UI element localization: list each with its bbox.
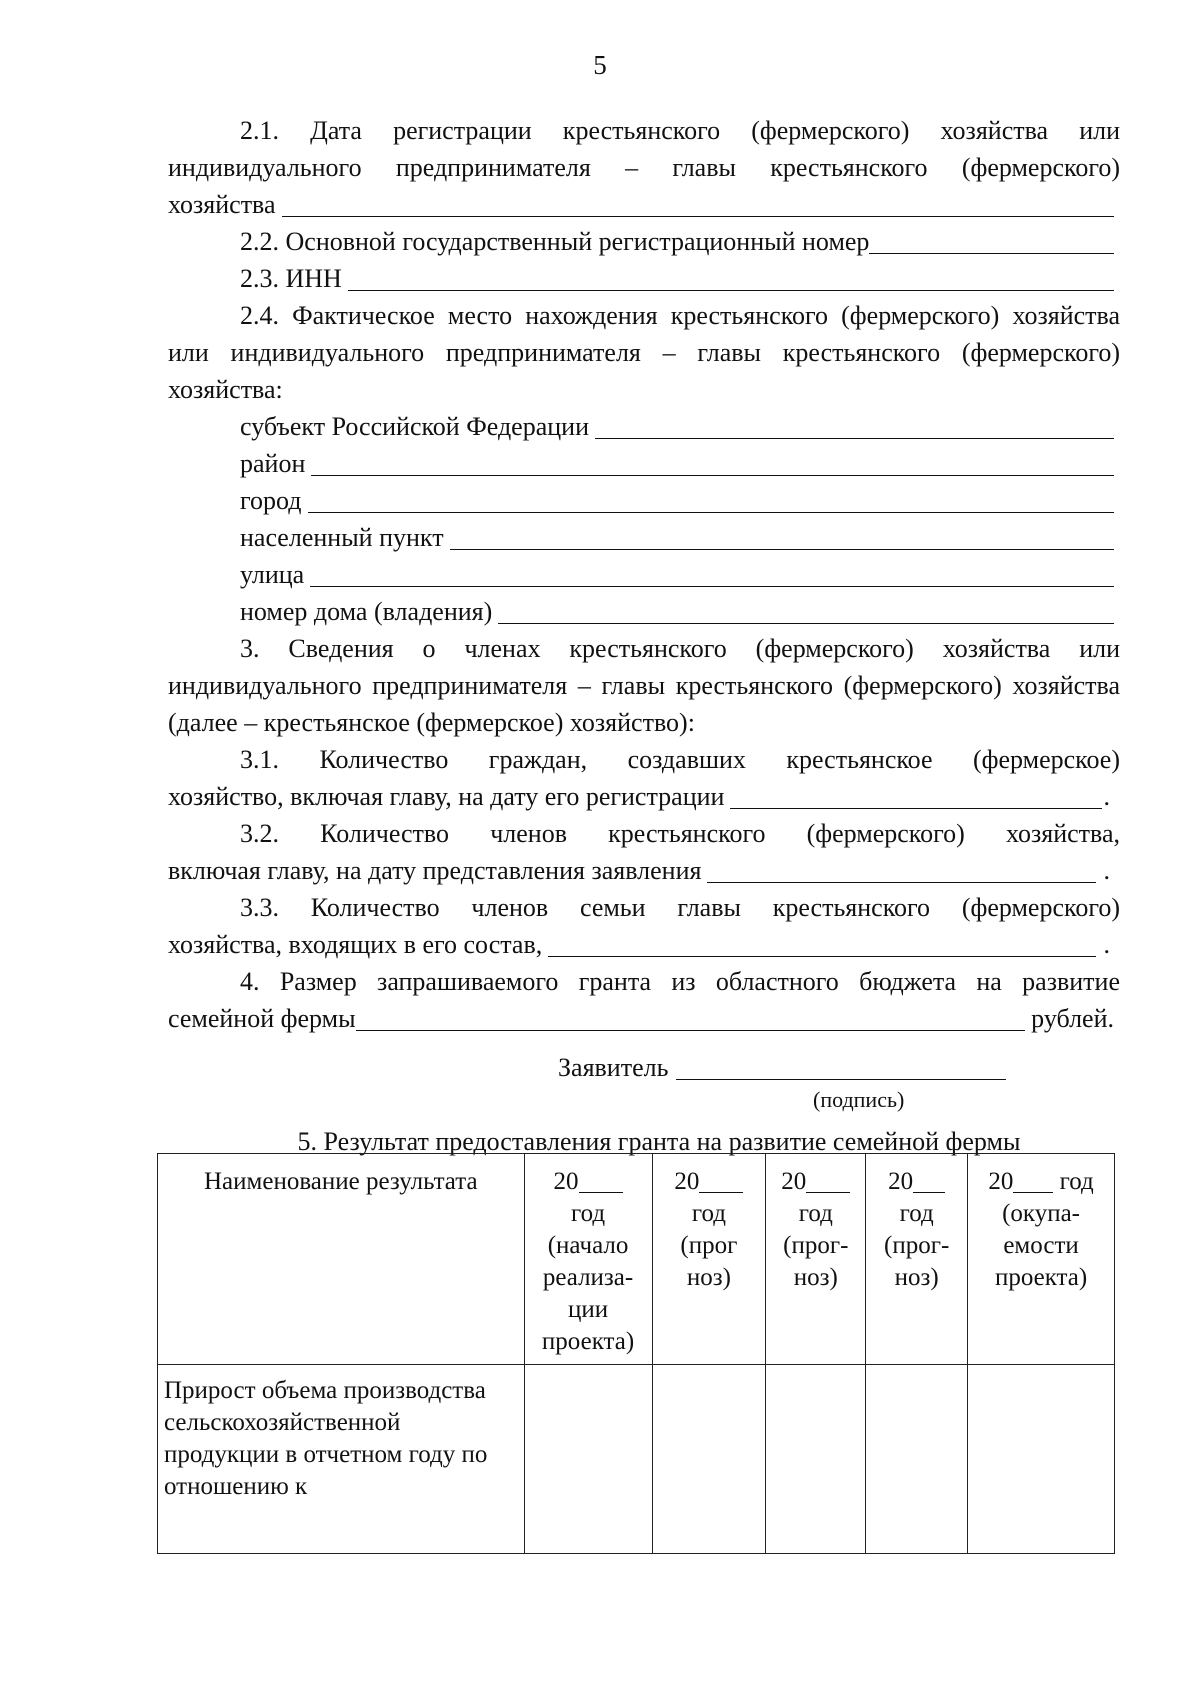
- header-2-line-2: (прог: [680, 1232, 738, 1259]
- year-prefix: 20: [781, 1168, 807, 1195]
- header-5-line-1: (окупа-: [1002, 1200, 1081, 1227]
- row-1-cell-year-5[interactable]: [968, 1365, 1115, 1554]
- section-5-title: 5. Результат предоставления гранта на развитие семейной фермы: [297, 1127, 1021, 1156]
- year-blank-2[interactable]: [699, 1191, 743, 1193]
- family-members-count-field[interactable]: [548, 955, 1095, 957]
- item-3-3-field-row: [168, 926, 1120, 963]
- signature-row: [558, 1049, 1006, 1086]
- header-3-line-1: год: [798, 1200, 833, 1227]
- row-1-cell-year-2[interactable]: [652, 1365, 766, 1554]
- item-2-2-row: [168, 223, 1120, 260]
- header-5-line-3: проекта): [994, 1264, 1088, 1291]
- year-prefix: 20: [553, 1168, 579, 1195]
- item-3-3-end: .: [1103, 930, 1110, 959]
- item-2-2-label: 2.2. Основной государственный регистрационный номер: [240, 227, 870, 256]
- form-body: [168, 112, 1120, 1160]
- year-blank-4[interactable]: [913, 1191, 945, 1193]
- table-row: [158, 1365, 1115, 1554]
- row-1-cell-year-1[interactable]: [524, 1365, 652, 1554]
- year-prefix: 20: [674, 1168, 700, 1195]
- item-3-3-text: 3.3. Количество членов семьи главы крестьянского (фермерского): [240, 893, 1120, 922]
- item-3-1-field-row: [168, 778, 1120, 815]
- header-year-2: [652, 1154, 766, 1365]
- header-1-line-1: год: [570, 1200, 606, 1227]
- year-blank-5[interactable]: [1013, 1191, 1053, 1193]
- address-subject-field[interactable]: [595, 437, 1114, 439]
- header-4-line-3: ноз): [894, 1264, 939, 1291]
- header-4-line-1: год: [899, 1200, 934, 1227]
- address-city-label: город: [240, 486, 302, 515]
- item-2-3-row: [168, 260, 1120, 297]
- ogrn-field[interactable]: [869, 252, 1114, 254]
- year-blank-3[interactable]: [806, 1191, 850, 1193]
- table-header-row: [158, 1154, 1115, 1365]
- address-district-row: [168, 445, 1120, 482]
- item-2-1-field-row: [168, 186, 1120, 223]
- address-city-row: [168, 482, 1120, 519]
- row-1-cell-year-4[interactable]: [866, 1365, 968, 1554]
- year-prefix: 20: [988, 1168, 1014, 1195]
- address-settlement-field[interactable]: [450, 548, 1114, 550]
- results-table: [157, 1153, 1115, 1554]
- header-1-line-3: реализа-: [542, 1264, 634, 1291]
- address-house-label: номер дома (владения): [240, 597, 493, 626]
- header-4-line-2: (прог-: [884, 1232, 950, 1259]
- header-year-5: [968, 1154, 1115, 1365]
- item-3-2-tail: включая главу, на дату представления заявления: [168, 856, 702, 885]
- page-number: 5: [593, 50, 607, 80]
- address-city-field[interactable]: [308, 511, 1115, 513]
- header-year-1: [524, 1154, 652, 1365]
- signature-block: [168, 1049, 1120, 1123]
- address-house-row: [168, 593, 1120, 630]
- item-3-1-text: 3.1. Количество граждан, создавших крестьянское (фермерское): [240, 745, 1120, 774]
- header-result-name: Наименование результата: [158, 1154, 525, 1365]
- row-1-name: Прирост объема производства сельскохозяйственной продукции в отчетном году по отношению к: [158, 1365, 525, 1554]
- address-street-field[interactable]: [310, 585, 1114, 587]
- year-prefix: 20: [888, 1168, 914, 1195]
- item-3-2-field-row: [168, 852, 1120, 889]
- item-3-2-text: 3.2. Количество членов крестьянского (фермерского) хозяйства,: [240, 819, 1120, 848]
- header-5-suffix: год: [1059, 1168, 1094, 1195]
- grant-amount-field[interactable]: [356, 1029, 1026, 1031]
- address-district-field[interactable]: [311, 474, 1114, 476]
- signature-caption: (подпись): [813, 1087, 905, 1112]
- item-3-text: 3. Сведения о членах крестьянского (фермерского) хозяйства или индивидуального предпринимателя – главы крестьянского (фермерского) хозяйства (далее – крестьянское (фермерское) хозяйство):: [168, 634, 1120, 737]
- header-3-line-2: (прог-: [783, 1232, 849, 1259]
- address-settlement-row: [168, 519, 1120, 556]
- address-subject-label: субъект Российской Федерации: [240, 412, 589, 441]
- address-house-field[interactable]: [498, 622, 1114, 624]
- item-4-tail: семейной фермы: [168, 1004, 356, 1033]
- header-3-line-3: ноз): [793, 1264, 838, 1291]
- item-2-3-label: 2.3. ИНН: [240, 264, 342, 293]
- item-4-field-row: [168, 1000, 1120, 1037]
- header-1-line-5: проекта): [541, 1328, 635, 1355]
- address-street-row: [168, 556, 1120, 593]
- inn-field[interactable]: [348, 289, 1114, 291]
- members-count-field[interactable]: [707, 881, 1095, 883]
- item-2-1-tail: хозяйства: [168, 190, 276, 219]
- header-2-line-3: ноз): [686, 1264, 731, 1291]
- header-1-line-2: (начало: [547, 1232, 629, 1259]
- signature-label: Заявитель: [558, 1053, 669, 1082]
- registration-date-field[interactable]: [282, 215, 1114, 217]
- address-street-label: улица: [240, 560, 305, 589]
- header-1-line-4: ции: [567, 1296, 609, 1323]
- address-subject-row: [168, 408, 1120, 445]
- item-4-end: рублей.: [1031, 1004, 1114, 1033]
- header-5-line-2: емости: [1003, 1232, 1079, 1259]
- address-settlement-label: населенный пункт: [240, 523, 444, 552]
- founders-count-field[interactable]: [730, 807, 1101, 809]
- item-4-text: 4. Размер запрашиваемого гранта из областного бюджета на развитие: [240, 967, 1120, 996]
- address-district-label: район: [240, 449, 306, 478]
- item-2-1-text: 2.1. Дата регистрации крестьянского (фермерского) хозяйства или индивидуального предпринимателя – главы крестьянского (фермерского): [168, 116, 1120, 182]
- item-3-3-tail: хозяйства, входящих в его состав,: [168, 930, 543, 959]
- row-1-cell-year-3[interactable]: [766, 1365, 866, 1554]
- item-2-4-text: 2.4. Фактическое место нахождения крестьянского (фермерского) хозяйства или индивидуального предпринимателя – главы крестьянского (фермерского) хозяйства:: [168, 301, 1120, 404]
- header-year-4: [866, 1154, 968, 1365]
- year-blank-1[interactable]: [579, 1191, 623, 1193]
- header-year-3: [766, 1154, 866, 1365]
- header-2-line-1: год: [691, 1200, 726, 1227]
- item-3-2-end: .: [1103, 856, 1110, 885]
- item-3-1-end: .: [1103, 782, 1110, 811]
- signature-field[interactable]: [676, 1079, 1006, 1080]
- item-3-1-tail: хозяйство, включая главу, на дату его регистрации: [168, 782, 725, 811]
